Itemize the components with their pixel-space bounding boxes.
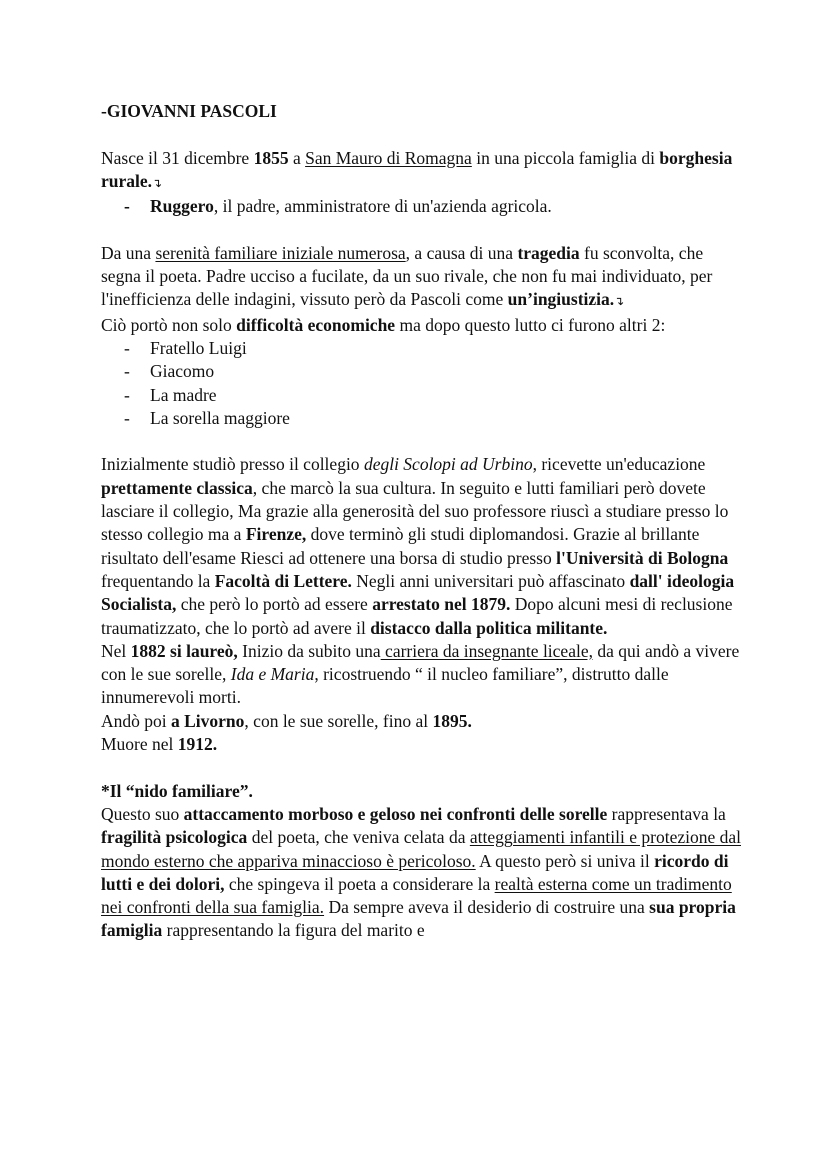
paragraph-family-nest xyxy=(101,803,741,943)
bold-text: attaccamento morboso e geloso nei confronti delle sorelle xyxy=(183,803,608,824)
bold-text: ricordo di lutti e dei dolori, xyxy=(101,850,729,894)
text: , ricostruendo “ il nucleo familiare”, distrutto dalle innumerevoli morti. xyxy=(101,664,669,708)
text: Negli anni universitari può affascinato xyxy=(351,570,630,591)
list-item xyxy=(101,407,741,430)
bold-text: prettamente classica xyxy=(101,477,253,498)
return-arrow-icon: ↴ xyxy=(614,294,625,309)
bold-text: 1882 si laureò, xyxy=(130,640,238,661)
text: del poeta, che veniva celata da xyxy=(247,827,470,848)
spacer xyxy=(101,218,741,241)
paragraph-livorno xyxy=(101,710,741,733)
text: A questo però si univa il xyxy=(475,850,655,871)
father-list xyxy=(101,195,741,218)
paragraph-tragedy xyxy=(101,242,741,314)
dash-bullet: - xyxy=(124,407,130,428)
dash-bullet: - xyxy=(124,384,130,405)
text: Inizialmente studiò presso il collegio xyxy=(101,454,364,475)
paragraph-education xyxy=(101,453,741,639)
bold-text: sua propria famiglia xyxy=(101,897,736,941)
italic-text: Ida e Maria xyxy=(230,664,315,685)
bold-text: 1912. xyxy=(177,734,218,755)
bold-text: Ruggero xyxy=(150,196,214,217)
text: Giacomo xyxy=(150,361,215,382)
paragraph-death xyxy=(101,733,741,756)
text: Questo suo xyxy=(101,803,184,824)
text: dove terminò gli studi diplomandosi. Grazie al brillante risultato dell'esame Riesci ad ottenere una borsa di studio presso xyxy=(101,524,700,568)
text: Andò poi xyxy=(101,710,171,731)
text: fu sconvolta, che segna il poeta. Padre ucciso a fucilate, da un suo rivale, che non fu mai individuato, per l'inefficienza delle indagini, vissuto però da Pascoli come xyxy=(101,242,713,310)
text: , a causa di una xyxy=(405,242,518,263)
return-arrow-icon: ↴ xyxy=(152,175,163,190)
text: Da una xyxy=(101,242,156,263)
text: che spingeva il poeta a considerare la xyxy=(224,873,495,894)
dash-bullet: - xyxy=(124,196,130,217)
section-heading: *Il “nido familiare”. xyxy=(101,780,253,801)
list-item xyxy=(101,384,741,407)
paragraph-graduation xyxy=(101,640,741,710)
list-item xyxy=(101,195,741,218)
text: da qui andò a vivere con le sue sorelle, xyxy=(101,640,740,685)
text: frequentando la xyxy=(101,570,215,591)
underlined-text: atteggiamenti infantili e protezione dal mondo esterno che appariva minaccioso è pericoloso. xyxy=(101,827,741,871)
text: Da sempre aveva il desiderio di costruire una xyxy=(324,897,650,918)
bold-text: borghesia rurale. xyxy=(101,147,733,191)
bold-text: un’ingiustizia. xyxy=(507,289,615,310)
text: La madre xyxy=(150,384,217,405)
bold-text: fragilità psicologica xyxy=(101,827,248,848)
dash-bullet: - xyxy=(124,361,130,382)
bold-text: difficoltà economiche xyxy=(236,314,396,335)
text: Dopo alcuni mesi di reclusione traumatizzato, che lo portò ad avere il xyxy=(101,594,733,638)
bold-text: arrestato nel 1879. xyxy=(372,594,511,615)
text: rappresentando la figura del marito e xyxy=(162,920,425,941)
text: in una piccola famiglia di xyxy=(471,147,660,168)
bold-text: 1855 xyxy=(253,147,289,168)
paragraph-birth xyxy=(101,147,741,196)
text: Nel xyxy=(101,640,131,661)
losses-list xyxy=(101,337,741,430)
text: La sorella maggiore xyxy=(150,407,290,428)
text: che però lo portò ad essere xyxy=(176,594,373,615)
italic-text: degli Scolopi ad Urbino xyxy=(363,454,533,475)
spacer xyxy=(101,756,741,779)
bold-text: tragedia xyxy=(517,242,580,263)
dash-bullet: - xyxy=(124,337,130,358)
text: , ricevette un'educazione xyxy=(532,454,706,475)
document-title: -GIOVANNI PASCOLI xyxy=(101,101,277,121)
bold-text: a Livorno xyxy=(171,710,245,731)
text: , che marcò la sua cultura. In seguito e lutti familiari però dovete lasciare il collegio, Ma grazie alla generosità del suo professore riuscì a studiare presso lo stesso collegio ma a xyxy=(101,477,729,545)
text: a xyxy=(288,147,306,168)
text: Inizio da subito una xyxy=(237,640,381,661)
text: , con le sue sorelle, fino al xyxy=(244,710,433,731)
underlined-text: serenità familiare iniziale numerosa xyxy=(155,242,406,263)
underlined-text: San Mauro di Romagna xyxy=(305,147,472,168)
text: Fratello Luigi xyxy=(150,337,247,358)
text: Muore nel xyxy=(101,734,178,755)
document-body xyxy=(101,100,741,943)
bold-text: distacco dalla politica militante. xyxy=(370,617,608,638)
bold-text: l'Università di Bologna xyxy=(556,547,729,568)
bold-text: Firenze, xyxy=(245,524,307,545)
bold-text: 1895. xyxy=(432,710,472,731)
spacer xyxy=(101,123,741,146)
text: Ciò portò non solo xyxy=(101,314,237,335)
bold-text: Facoltà di Lettere. xyxy=(214,570,352,591)
paragraph-losses xyxy=(101,314,741,337)
text: ma dopo questo lutto ci furono altri 2: xyxy=(395,314,666,335)
text: , il padre, amministratore di un'azienda agricola. xyxy=(213,196,552,217)
underlined-text: carriera da insegnante liceale, xyxy=(380,640,593,661)
bold-text: dall' ideologia Socialista, xyxy=(101,570,735,615)
list-item xyxy=(101,337,741,360)
list-item xyxy=(101,360,741,383)
spacer xyxy=(101,430,741,453)
text: Nasce il 31 dicembre xyxy=(101,147,254,168)
underlined-text: realtà esterna come un tradimento nei confronti della sua famiglia. xyxy=(101,873,732,918)
text: rappresentava la xyxy=(607,803,726,824)
